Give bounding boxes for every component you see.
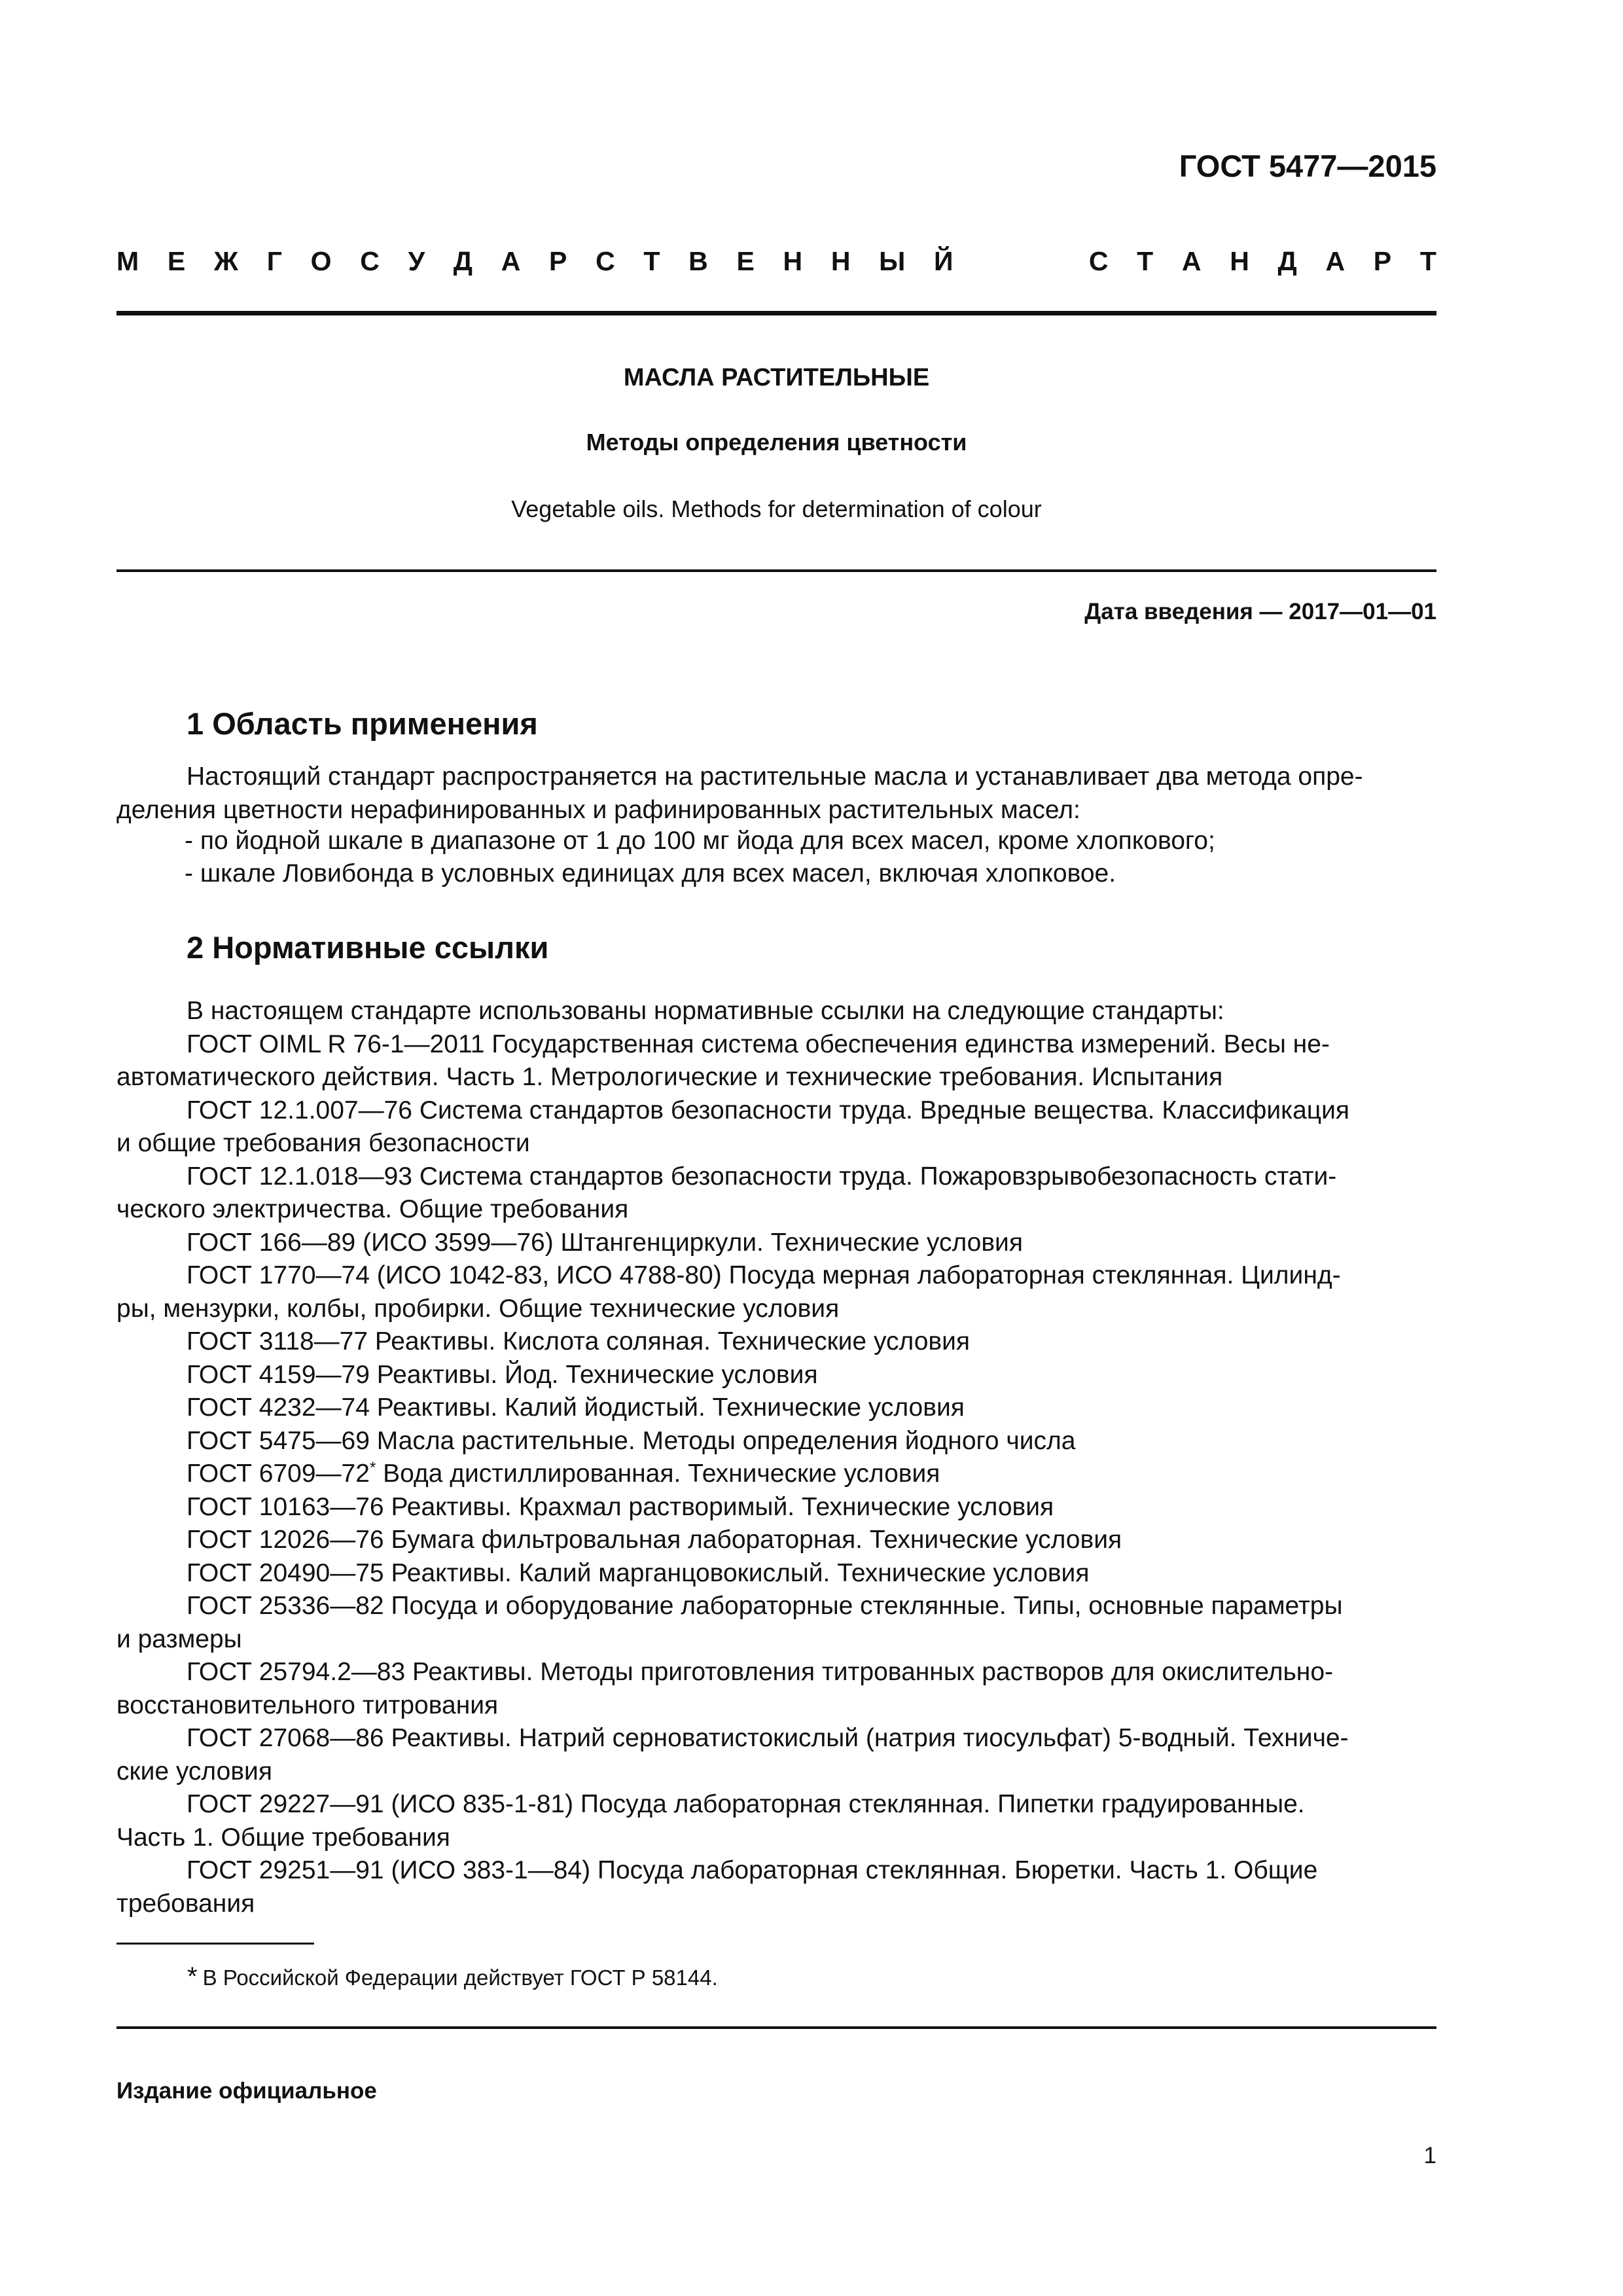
reference-entry xyxy=(116,1359,1436,1392)
english-title: Vegetable oils. Methods for determination of colour xyxy=(511,495,1042,522)
footer-rule xyxy=(116,2026,1436,2029)
reference-entry xyxy=(116,1227,1436,1260)
reference-title: Реактивы. Йод. Технические условия xyxy=(376,1360,818,1389)
reference-entry xyxy=(116,1656,1436,1689)
reference-continuation: восстановительного титрования xyxy=(116,1691,499,1719)
footnote xyxy=(187,1962,718,1992)
reference-title: Реактивы. Натрий серноватистокислый (натрия тиосульфат) 5-водный. Техниче- xyxy=(391,1724,1349,1752)
banner-letter: А xyxy=(1181,246,1202,276)
banner-letter: Е xyxy=(167,246,186,276)
reference-entry xyxy=(116,1590,1436,1623)
section-heading-references: 2 Нормативные ссылки xyxy=(187,930,549,965)
reference-code: ГОСТ OIML R 76-1—2011 xyxy=(187,1030,485,1058)
reference-continuation: автоматического действия. Часть 1. Метрологические и технические требования. Испытания xyxy=(116,1063,1223,1091)
reference-continuation: требования xyxy=(116,1889,255,1918)
footnote-text: В Российской Федерации действует ГОСТ Р 58144. xyxy=(202,1965,718,1990)
footnote-rule xyxy=(116,1943,314,1945)
banner-letter: Т xyxy=(1137,246,1154,276)
banner-letter: А xyxy=(501,246,521,276)
reference-title: Реактивы. Кислота соляная. Технические условия xyxy=(374,1327,971,1355)
reference-code: ГОСТ 10163—76 xyxy=(187,1492,384,1521)
reference-title: Реактивы. Методы приготовления титрованных растворов для окислительно- xyxy=(412,1658,1334,1686)
reference-entry xyxy=(116,1788,1436,1821)
document-title: МАСЛА РАСТИТЕЛЬНЫЕ xyxy=(623,364,930,391)
document-subtitle: Методы определения цветности xyxy=(586,429,967,456)
reference-code: ГОСТ 12.1.007—76 xyxy=(187,1096,412,1124)
reference-entry xyxy=(116,1325,1436,1359)
reference-entry xyxy=(116,1854,1436,1888)
banner-letter: Т xyxy=(643,246,660,276)
references-list xyxy=(116,995,1436,1920)
reference-code: ГОСТ 25336—82 xyxy=(187,1592,384,1620)
banner-letter: У xyxy=(408,246,425,276)
reference-code: ГОСТ 3118—77 xyxy=(187,1327,368,1355)
edition-label: Издание официальное xyxy=(116,2078,377,2104)
scope-list-item: - по йодной шкале в диапазоне от 1 до 100 мг йода для всех масел, кроме хлопкового; xyxy=(185,827,1215,855)
banner-letter: С xyxy=(360,246,380,276)
banner-letter: Н xyxy=(783,246,803,276)
banner-letter: Г xyxy=(266,246,282,276)
reference-code: ГОСТ 29251—91 (ИСО 383-1—84) xyxy=(187,1856,591,1884)
reference-code: ГОСТ 12026—76 xyxy=(187,1526,384,1554)
banner-letter: С xyxy=(596,246,615,276)
banner-letter: Ж xyxy=(213,246,238,276)
reference-entry xyxy=(116,1160,1436,1194)
scope-paragraph xyxy=(116,761,1436,827)
reference-code: ГОСТ 4232—74 xyxy=(187,1393,370,1422)
reference-continuation: ческого электричества. Общие требования xyxy=(116,1195,629,1223)
scope-list-item: - шкале Ловибонда в условных единицах для всех масел, включая хлопковое. xyxy=(185,859,1116,888)
footnote-marker: * xyxy=(187,1962,198,1991)
reference-entry xyxy=(116,1524,1436,1557)
title-rule xyxy=(116,569,1436,572)
reference-title: Посуда лабораторная стеклянная. Бюретки. Часть 1. Общие xyxy=(597,1856,1318,1884)
effective-date: Дата введения — 2017—01—01 xyxy=(1084,599,1436,624)
header-rule xyxy=(116,311,1436,315)
reference-code: ГОСТ 6709—72 xyxy=(187,1460,370,1488)
banner-letter: А xyxy=(1325,246,1346,276)
reference-entry xyxy=(116,1557,1436,1590)
reference-title: Реактивы. Калий марганцовокислый. Технические условия xyxy=(391,1558,1090,1587)
reference-continuation: ры, мензурки, колбы, пробирки. Общие технические условия xyxy=(116,1294,840,1323)
document-code: ГОСТ 5477—2015 xyxy=(1179,149,1436,183)
banner-letter: Н xyxy=(1230,246,1249,276)
scope-line-2: деления цветности нерафинированных и рафинированных растительных масел: xyxy=(116,795,1080,824)
banner-letter: Й xyxy=(933,246,954,276)
banner-letter: Е xyxy=(736,246,755,276)
reference-entry xyxy=(116,1259,1436,1293)
banner-letter: Т xyxy=(1419,246,1436,276)
reference-code: ГОСТ 29227—91 (ИСО 835-1-81) xyxy=(187,1790,574,1818)
banner-letter: С xyxy=(1088,246,1109,276)
reference-title: Штангенциркули. Технические условия xyxy=(560,1228,1023,1257)
banner-letter: Н xyxy=(830,246,851,276)
banner-letter: В xyxy=(688,246,708,276)
reference-title: Бумага фильтровальная лабораторная. Технические условия xyxy=(391,1526,1122,1554)
page-number: 1 xyxy=(1423,2143,1436,2168)
banner-letter: Д xyxy=(453,246,473,276)
banner-letter: Р xyxy=(1373,246,1392,276)
reference-entry xyxy=(116,1491,1436,1524)
scope-line-1: Настоящий стандарт распространяется на растительные масла и устанавливает два метода опре- xyxy=(187,762,1363,791)
reference-title: Посуда лабораторная стеклянная. Пипетки градуированные. xyxy=(580,1790,1305,1818)
reference-entry xyxy=(116,1458,1436,1491)
reference-code: ГОСТ 27068—86 xyxy=(187,1724,384,1752)
reference-entry xyxy=(116,1028,1436,1062)
banner-letter: М xyxy=(116,246,139,276)
interstate-standard-banner xyxy=(116,246,1436,277)
reference-title: Посуда мерная лабораторная стеклянная. Цилинд- xyxy=(728,1261,1341,1289)
reference-code: ГОСТ 25794.2—83 xyxy=(187,1658,406,1686)
reference-code: ГОСТ 4159—79 xyxy=(187,1360,370,1389)
reference-code: ГОСТ 12.1.018—93 xyxy=(187,1162,412,1191)
reference-title: Система стандартов безопасности труда. Пожаровзрывобезопасность стати- xyxy=(419,1162,1337,1191)
banner-letter: Д xyxy=(1277,246,1297,276)
reference-title: Реактивы. Калий йодистый. Технические условия xyxy=(376,1393,965,1422)
reference-continuation: и размеры xyxy=(116,1624,242,1653)
reference-continuation: Часть 1. Общие требования xyxy=(116,1823,450,1852)
reference-code: ГОСТ 5475—69 xyxy=(187,1426,370,1455)
banner-letter: О xyxy=(310,246,332,276)
reference-code: ГОСТ 20490—75 xyxy=(187,1558,384,1587)
reference-continuation: и общие требования безопасности xyxy=(116,1129,530,1157)
reference-title: Вода дистиллированная. Технические условия xyxy=(383,1460,940,1488)
reference-title: Посуда и оборудование лабораторные стеклянные. Типы, основные параметры xyxy=(391,1592,1343,1620)
section-heading-scope: 1 Область применения xyxy=(187,706,538,741)
reference-entry xyxy=(116,1425,1436,1458)
banner-letter: Ы xyxy=(879,246,906,276)
banner-letter: Р xyxy=(549,246,567,276)
reference-entry xyxy=(116,1391,1436,1425)
reference-entry xyxy=(116,1722,1436,1755)
reference-title: Реактивы. Крахмал растворимый. Технические условия xyxy=(391,1492,1054,1521)
banner-word-gap xyxy=(982,246,1060,277)
reference-title: Государственная система обеспечения единства измерений. Весы не- xyxy=(491,1030,1330,1058)
reference-code: ГОСТ 1770—74 (ИСО 1042-83, ИСО 4788-80) xyxy=(187,1261,722,1289)
reference-title: Система стандартов безопасности труда. Вредные вещества. Классификация xyxy=(419,1096,1350,1124)
reference-entry xyxy=(116,1094,1436,1128)
footnote-marker: * xyxy=(369,1459,376,1477)
references-intro: В настоящем стандарте использованы нормативные ссылки на следующие стандарты: xyxy=(187,997,1224,1025)
reference-title: Масла растительные. Методы определения йодного числа xyxy=(376,1426,1076,1455)
reference-code: ГОСТ 166—89 (ИСО 3599—76) xyxy=(187,1228,554,1257)
reference-continuation: ские условия xyxy=(116,1757,272,1785)
